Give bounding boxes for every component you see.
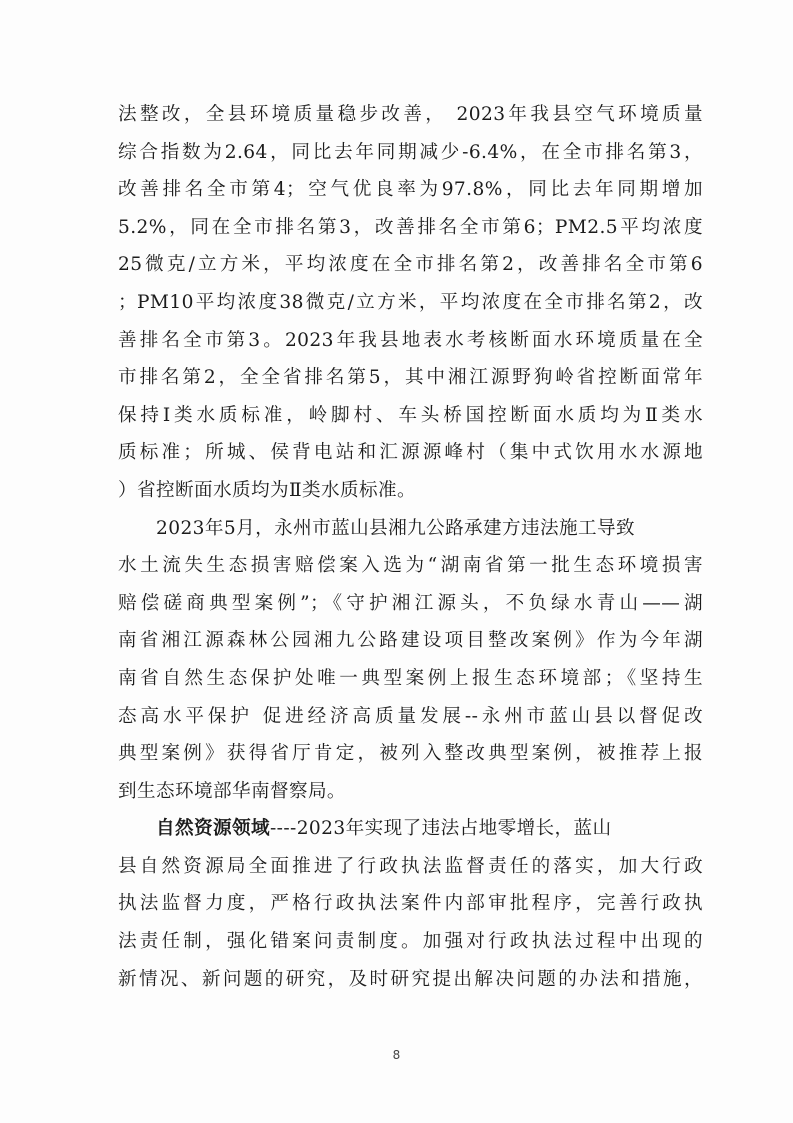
text-line: 法责任制，强化错案问责制度。加强对行政执法过程中出现的 bbox=[118, 931, 703, 953]
section-heading: 自然资源领域 bbox=[156, 818, 270, 840]
text-line: 2023年5月，永州市蓝山县湘九公路承建方违法施工导致 bbox=[118, 517, 636, 539]
paragraph-typical-cases bbox=[118, 510, 703, 811]
text-line bbox=[118, 810, 703, 848]
text-line: 25微克/立方米，平均浓度在全市排名第2，改善排名全市第6 bbox=[118, 254, 703, 276]
text-line: 态高水平保护 促进经济高质量发展--永州市蓝山县以督促改 bbox=[118, 705, 703, 727]
text-line: 改善排名全市第4；空气优良率为97.8%，同比去年同期增加 bbox=[118, 179, 703, 201]
text-line: ；PM10平均浓度38微克/立方米，平均浓度在全市排名第2，改 bbox=[118, 291, 703, 313]
text-line: 法整改，全县环境质量稳步改善， 2023年我县空气环境质量 bbox=[118, 104, 703, 125]
text-line: 善排名全市第3。2023年我县地表水考核断面水环境质量在全 bbox=[118, 329, 703, 351]
text-line: 赔偿磋商典型案例”；《守护湘江源头，不负绿水青山——湖 bbox=[118, 592, 703, 614]
text-line: 质标准；所城、侯背电站和汇源源峰村（集中式饮用水水源地 bbox=[118, 442, 703, 464]
text-line: 保持Ⅰ类水质标准，岭脚村、车头桥国控断面水质均为Ⅱ类水 bbox=[118, 404, 703, 426]
text-line: 典型案例》获得省厅肯定，被列入整改典型案例，被推荐上报 bbox=[118, 743, 703, 765]
paragraph-environment-quality bbox=[118, 96, 703, 510]
body-text bbox=[118, 96, 703, 998]
text-line: 综合指数为2.64，同比去年同期减少-6.4%，在全市排名第3， bbox=[118, 141, 703, 163]
paragraph-natural-resources bbox=[118, 810, 703, 998]
text-line: 南省湘江源森林公园湘九公路建设项目整改案例》作为今年湖 bbox=[118, 630, 703, 652]
text-line: 市排名第2，全全省排名第5，其中湘江源野狗岭省控断面常年 bbox=[118, 367, 703, 389]
heading-line-rest: ----2023年实现了违法占地零增长，蓝山 bbox=[269, 818, 612, 840]
text-line: 5.2%，同在全市排名第3，改善排名全市第6；PM2.5平均浓度 bbox=[118, 216, 703, 238]
page-number: 8 bbox=[392, 1048, 401, 1062]
text-line: 水土流失生态损害赔偿案入选为“湖南省第一批生态环境损害 bbox=[118, 555, 703, 577]
text-line: 南省自然生态保护处唯一典型案例上报生态环境部；《坚持生 bbox=[118, 667, 703, 689]
text-line: 执法监督力度，严格行政执法案件内部审批程序，完善行政执 bbox=[118, 893, 703, 915]
text-line: 县自然资源局全面推进了行政执法监督责任的落实，加大行政 bbox=[118, 855, 703, 877]
text-line: 新情况、新问题的研究，及时研究提出解决问题的办法和措施， bbox=[118, 968, 703, 990]
text-line: ）省控断面水质均为Ⅱ类水质标准。 bbox=[118, 479, 416, 501]
text-line: 到生态环境部华南督察局。 bbox=[118, 780, 346, 802]
